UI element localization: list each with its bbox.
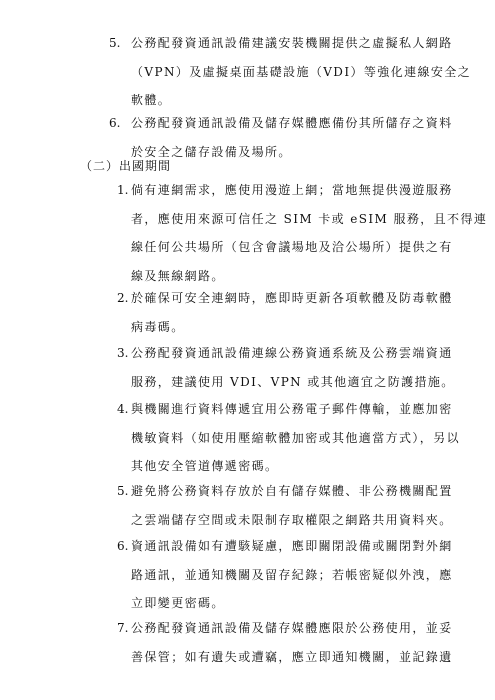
list-item-line: 於安全之儲存設備及場所。 — [131, 144, 292, 159]
list-item — [131, 109, 453, 166]
list-item-line: 線任何公共場所（包含會議場地及洽公場所）提供之有 — [131, 240, 453, 254]
list-item-line: 資通訊設備如有遭駭疑慮，應即關閉設備或關閉對外網 — [131, 539, 453, 553]
list-item — [131, 284, 453, 341]
list-item-line: 線及無線網路。 — [131, 268, 225, 283]
list-item-line: 於確保可安全連網時，應即時更新各項軟體及防毒軟體 — [131, 291, 453, 305]
list-item-line: 服務，建議使用 VDI、VPN 或其他適宜之防護措施。 — [131, 374, 455, 389]
list-item-line: 公務配發資通訊設備建議安裝機關提供之虛擬私人網路 — [131, 36, 453, 50]
list-item-line: 路通訊，並通知機關及留存紀錄；若帳密疑似外洩，應 — [131, 567, 453, 582]
list-item — [131, 477, 453, 534]
section-heading: （二）出國期間 — [80, 159, 172, 173]
list-item-line: 善保管；如有遺失或遭竊，應立即通知機關，並記錄遺 — [131, 649, 453, 664]
list-item-number: 5. — [109, 36, 121, 50]
list-item — [131, 29, 471, 115]
list-item-line: （VPN）及虛擬桌面基礎設施（VDI）等強化連線安全之 — [131, 64, 472, 79]
list-item — [131, 532, 453, 618]
list-item-number: 6. — [109, 116, 121, 130]
list-item-line: 立即變更密碼。 — [131, 596, 225, 610]
list-item-number: 1. — [117, 183, 129, 197]
list-item — [131, 395, 460, 481]
list-item — [131, 176, 487, 290]
list-item-number: 5. — [117, 484, 129, 498]
list-item-number: 3. — [117, 346, 129, 360]
list-item — [131, 339, 455, 396]
list-item-number: 7. — [117, 621, 129, 635]
list-item-line: 公務配發資通訊設備連線公務資通系統及公務雲端資通 — [131, 346, 453, 360]
list-item-line: 者，應使用來源可信任之 SIM 卡或 eSIM 服務，且不得連 — [131, 211, 488, 226]
list-item-number: 2. — [117, 291, 129, 305]
list-item-line: 病毒碼。 — [131, 319, 185, 334]
list-item — [131, 614, 453, 671]
list-item-line: 公務配發資通訊設備及儲存媒體應備份其所儲存之資料 — [131, 116, 453, 130]
list-item-line: 其他安全管道傳遞密碼。 — [131, 459, 279, 473]
list-item-line: 軟體。 — [131, 93, 172, 107]
list-item-number: 6. — [117, 539, 129, 553]
list-item-line: 之雲端儲存空間或未限制存取權限之網路共用資料夾。 — [131, 512, 453, 527]
list-item-line: 避免將公務資料存放於自有儲存媒體、非公務機關配置 — [131, 484, 453, 498]
list-item-line: 倘有連網需求，應使用漫遊上網；當地無提供漫遊服務 — [131, 183, 453, 197]
list-item-line: 公務配發資通訊設備及儲存媒體應限於公務使用，並妥 — [131, 621, 453, 635]
list-item-line: 與機關進行資料傳遞宜用公務電子郵件傳輸，並應加密 — [131, 402, 453, 416]
list-item-number: 4. — [117, 402, 129, 416]
list-item-line: 機敏資料（如使用壓縮軟體加密或其他適當方式），另以 — [131, 430, 461, 445]
